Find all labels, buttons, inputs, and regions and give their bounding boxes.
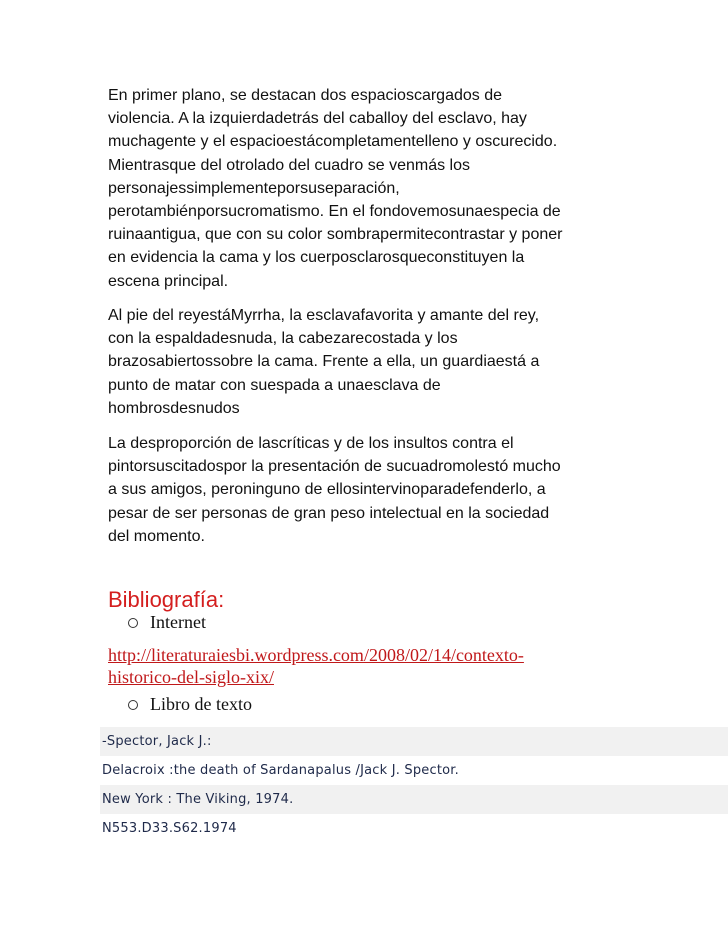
text-line: muchagente y el espacioestácompletamentelleno y oscurecido. <box>108 133 558 151</box>
paragraph-myrrha <box>108 304 588 420</box>
text-line: violencia. A la izquierdadetrás del caballoy del esclavo, hay <box>108 110 527 128</box>
text-line: en evidencia la cama y los cuerposclarosqueconstituyen la <box>108 249 525 267</box>
text-line: ruinaantigua, que con su color sombrapermitecontrastar y poner <box>108 226 563 244</box>
text-line: Mientrasque del otrolado del cuadro se venmás los <box>108 156 470 174</box>
link-line[interactable]: http://literaturaiesbi.wordpress.com/2008/02/14/contexto- <box>108 645 524 665</box>
text-line: punto de matar con suespada a unaesclava de <box>108 376 441 394</box>
bullet-label: Libro de texto <box>150 694 252 714</box>
text-line: personajessimplementeporsuseparación, <box>108 179 400 197</box>
paragraph-scene-description <box>108 84 588 293</box>
text-line: Al pie del reyestáMyrrha, la esclavafavorita y amante del rey, <box>108 307 540 324</box>
text-line: con la espaldadesnuda, la cabezarecostada y los <box>108 330 458 348</box>
bullet-circle-icon <box>128 700 138 710</box>
bullet-item-internet <box>128 612 206 633</box>
reference-line: New York : The Viking, 1974. <box>100 785 728 814</box>
text-line: La desproporción de lascríticas y de los insultos contra el <box>108 435 514 452</box>
reference-line: N553.D33.S62.1974 <box>100 814 728 843</box>
text-line: brazosabiertossobre la cama. Frente a ella, un guardiaestá a <box>108 353 540 371</box>
text-line: En primer plano, se destacan dos espacioscargados de <box>108 87 503 104</box>
text-line: escena principal. <box>108 272 229 290</box>
bullet-label: Internet <box>150 612 206 632</box>
link-line[interactable]: historico-del-siglo-xix/ <box>108 667 274 687</box>
text-line: pesar de ser personas de gran peso intelectual en la sociedad <box>108 504 550 522</box>
text-line: perotambiénporsucromatismo. En el fondovemosunaespecia de <box>108 203 561 221</box>
text-line: a sus amigos, peroninguno de ellosintervinoparadefenderlo, a <box>108 481 546 499</box>
reference-block <box>100 727 728 843</box>
bibliography-link[interactable] <box>108 644 524 688</box>
text-line: del momento. <box>108 527 205 545</box>
paragraph-criticism <box>108 432 588 548</box>
text-line: pintorsuscitadospor la presentación de sucuadromolestó mucho <box>108 458 561 476</box>
bullet-circle-icon <box>128 618 138 628</box>
reference-line: Delacroix :the death of Sardanapalus /Jack J. Spector. <box>100 756 728 785</box>
text-line: hombrosdesnudos <box>108 399 240 417</box>
bullet-item-textbook <box>128 694 252 715</box>
bibliography-heading: Bibliografía: <box>108 587 225 612</box>
reference-line: -Spector, Jack J.: <box>100 727 728 756</box>
